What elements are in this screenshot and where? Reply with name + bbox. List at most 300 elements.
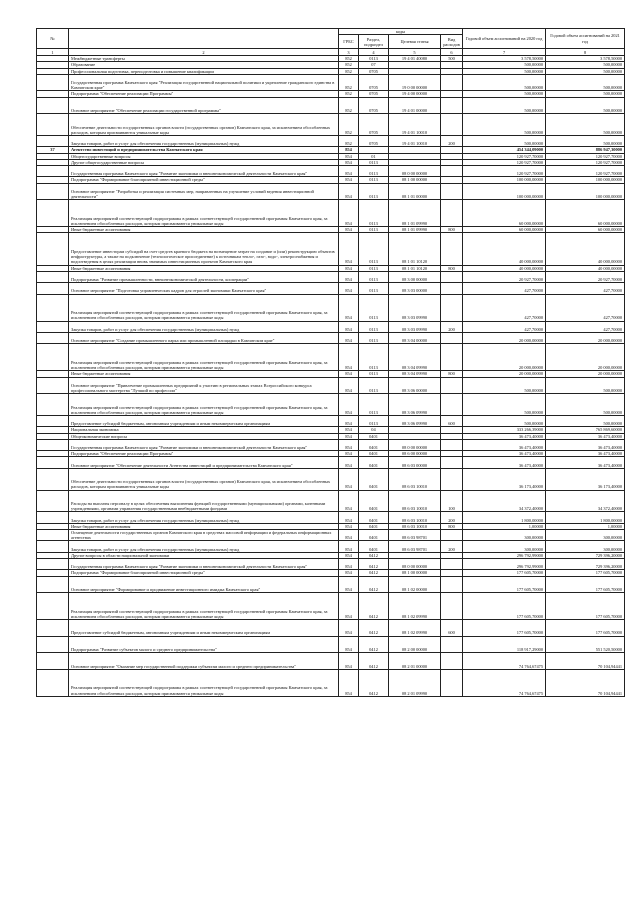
row-amount-year2: 40 000,00000 <box>546 233 625 265</box>
row-name: Основное мероприятие "Оказание мер государственной поддержки субъектам малого и среднего предпринимательства" <box>69 653 339 670</box>
row-name: Обеспечение деятельности государственных органов власти (государственных органов) Камчатского края, за исключением обособленных расходов, которым присваиваются уникальные коды <box>69 114 339 136</box>
row-target: 08 6 03 10010 <box>389 468 441 490</box>
table-row <box>37 321 625 332</box>
row-expense-type <box>441 394 463 416</box>
index-cell: 8 <box>546 49 625 56</box>
table-row <box>37 468 625 490</box>
row-amount-year2: 500,00000 <box>546 114 625 136</box>
row-expense-type <box>441 283 463 294</box>
row-amount-year2: 36 473,40000 <box>546 439 625 450</box>
row-target: 08 0 00 00000 <box>389 166 441 177</box>
index-cell: 6 <box>441 49 463 56</box>
row-number <box>37 97 69 114</box>
header-vr: Вид расходов <box>441 35 463 49</box>
row-grbs: 854 <box>339 265 359 271</box>
row-grbs: 854 <box>339 529 359 540</box>
row-rz: 0113 <box>359 56 389 62</box>
row-target: 08 6 03 10010 <box>389 490 441 512</box>
row-expense-type <box>441 166 463 177</box>
row-number <box>37 620 69 637</box>
row-amount-year2: 177 605,70000 <box>546 570 625 576</box>
table-row <box>37 294 625 321</box>
row-expense-type <box>441 294 463 321</box>
row-amount-year2: 60 000,00000 <box>546 200 625 227</box>
row-target: 08 3 03 00000 <box>389 283 441 294</box>
row-name: Реализация мероприятий соответствующей подпрограммы в рамках соответствующей государственной программы Камчатского края, за исключением обособленных расходов, которым присваиваются уникальные коды <box>69 394 339 416</box>
row-target: 08 6 03 00000 <box>389 457 441 468</box>
row-rz: 0401 <box>359 457 389 468</box>
row-amount-year2: 729 396,20000 <box>546 558 625 569</box>
row-name: Государственная программа Камчатского края "Развитие экономики и внешнеэкономической деятельности Камчатского края" <box>69 558 339 569</box>
row-rz: 0412 <box>359 593 389 620</box>
row-expense-type <box>441 468 463 490</box>
row-grbs: 854 <box>339 233 359 265</box>
row-amount-year2: 1 800,00000 <box>546 512 625 523</box>
row-amount-year1: 40 000,00000 <box>463 233 546 265</box>
header-rz: Раздел, подраздел <box>359 35 389 49</box>
row-grbs: 854 <box>339 321 359 332</box>
row-amount-year1: 36 473,40000 <box>463 433 546 439</box>
table-row <box>37 457 625 468</box>
table-row <box>37 166 625 177</box>
row-grbs: 854 <box>339 490 359 512</box>
row-amount-year1: 74 764,67475 <box>463 653 546 670</box>
row-rz: 0412 <box>359 620 389 637</box>
row-name: Предоставление субсидий бюджетным, автономным учреждениям и иным некоммерческим организациям <box>69 415 339 426</box>
row-grbs: 854 <box>339 283 359 294</box>
row-expense-type <box>441 669 463 696</box>
row-target: 19 4 01 40080 <box>389 56 441 62</box>
row-grbs: 852 <box>339 68 359 74</box>
row-target: 08 3 00 00000 <box>389 271 441 282</box>
row-amount-year1: 427,70000 <box>463 321 546 332</box>
row-amount-year2: 500,00000 <box>546 377 625 394</box>
row-grbs: 852 <box>339 97 359 114</box>
row-grbs: 854 <box>339 541 359 552</box>
row-amount-year2: 500,00000 <box>546 74 625 91</box>
row-number <box>37 593 69 620</box>
row-grbs: 854 <box>339 332 359 343</box>
row-amount-year1: 1,00000 <box>463 523 546 529</box>
row-amount-year1: 177 605,70000 <box>463 570 546 576</box>
header-year2: Годовой объем ассигнований на 2021 год <box>546 29 625 49</box>
row-amount-year1: 177 605,70000 <box>463 593 546 620</box>
row-target: 08 6 03 98701 <box>389 529 441 540</box>
row-expense-type <box>441 377 463 394</box>
row-amount-year2: 886 947,30000 <box>546 147 625 153</box>
row-name: Иные бюджетные ассигнования <box>69 227 339 233</box>
row-rz: 0412 <box>359 653 389 670</box>
row-number <box>37 490 69 512</box>
row-amount-year2: 40 000,00000 <box>546 265 625 271</box>
row-number <box>37 529 69 540</box>
table-row <box>37 669 625 696</box>
header-codes: коды <box>339 29 463 35</box>
row-expense-type <box>441 576 463 593</box>
row-expense-type <box>441 200 463 227</box>
table-row <box>37 136 625 147</box>
row-amount-year2: 177 605,70000 <box>546 620 625 637</box>
row-rz: 0113 <box>359 265 389 271</box>
row-amount-year2: 60 000,00000 <box>546 227 625 233</box>
table-row <box>37 377 625 394</box>
row-amount-year1: 40 000,00000 <box>463 265 546 271</box>
row-amount-year1: 300,00000 <box>463 541 546 552</box>
row-amount-year2: 20 000,00000 <box>546 332 625 343</box>
row-target: 08 3 06 09990 <box>389 415 441 426</box>
row-amount-year1: 177 605,70000 <box>463 620 546 637</box>
row-amount-year2: 20 000,00000 <box>546 344 625 371</box>
row-amount-year1: 3 578,50000 <box>463 56 546 62</box>
header-cs: Целевая статья <box>389 35 441 49</box>
row-target: 19 4 01 00000 <box>389 97 441 114</box>
row-grbs: 854 <box>339 653 359 670</box>
row-amount-year2: 70 104,94441 <box>546 669 625 696</box>
row-grbs: 854 <box>339 271 359 282</box>
row-target: 08 0 00 00000 <box>389 439 441 450</box>
row-amount-year2: 300,00000 <box>546 541 625 552</box>
row-amount-year1: 500,00000 <box>463 114 546 136</box>
table-body <box>37 56 625 697</box>
row-expense-type: 200 <box>441 541 463 552</box>
row-amount-year2: 500,00000 <box>546 68 625 74</box>
index-cell: 3 <box>339 49 359 56</box>
row-rz: 0113 <box>359 415 389 426</box>
row-name: Закупка товаров, работ и услуг для обеспечения государственных (муниципальных) нужд <box>69 541 339 552</box>
table-row <box>37 653 625 670</box>
row-target: 08 1 02 09990 <box>389 593 441 620</box>
row-amount-year2: 551 520,50000 <box>546 636 625 653</box>
row-expense-type <box>441 344 463 371</box>
row-amount-year1: 74 764,67475 <box>463 669 546 696</box>
row-grbs: 852 <box>339 114 359 136</box>
row-name: Подпрограмма "Развитие субъектов малого и среднего предпринимательства" <box>69 636 339 653</box>
row-rz: 0401 <box>359 439 389 450</box>
row-name: Общеэкономические вопросы <box>69 433 339 439</box>
row-number <box>37 283 69 294</box>
row-name: Подпрограмма "Обеспечение реализации Программы" <box>69 91 339 97</box>
row-expense-type: 100 <box>441 490 463 512</box>
row-name: Осмещение деятельности государственных органов Камчатского края в средствах массовой информации и федеральных информационных агентствах <box>69 529 339 540</box>
row-amount-year1: 500,00000 <box>463 74 546 91</box>
table-row <box>37 620 625 637</box>
row-grbs: 852 <box>339 136 359 147</box>
row-amount-year2: 120 927,70000 <box>546 159 625 165</box>
row-grbs: 854 <box>339 177 359 183</box>
table-row <box>37 332 625 343</box>
row-name: Закупка товаров, работ и услуг для обеспечения государственных (муниципальных) нужд <box>69 136 339 147</box>
row-grbs: 854 <box>339 344 359 371</box>
row-rz: 07 <box>359 62 389 68</box>
row-expense-type <box>441 183 463 200</box>
row-expense-type <box>441 529 463 540</box>
table-row <box>37 283 625 294</box>
row-target: 08 6 03 98701 <box>389 541 441 552</box>
row-grbs: 854 <box>339 512 359 523</box>
row-amount-year1: 177 605,70000 <box>463 576 546 593</box>
row-grbs: 854 <box>339 451 359 457</box>
row-rz: 0113 <box>359 227 389 233</box>
row-name: Основное мероприятие "Привлечение промышленных предприятий к участию в региональных этапах Всероссийского конкурса профессионального мастерства "Лучший по профессии" <box>69 377 339 394</box>
budget-table <box>36 28 625 697</box>
row-rz: 0113 <box>359 159 389 165</box>
row-amount-year1: 20 000,00000 <box>463 332 546 343</box>
row-rz: 0113 <box>359 271 389 282</box>
row-amount-year1: 120 927,70000 <box>463 153 546 159</box>
row-rz: 0113 <box>359 166 389 177</box>
row-grbs: 852 <box>339 62 359 68</box>
row-amount-year1: 20 927,70000 <box>463 271 546 282</box>
row-grbs: 854 <box>339 439 359 450</box>
row-amount-year1: 36 473,40000 <box>463 451 546 457</box>
row-number <box>37 200 69 227</box>
row-name: Национальная экономика <box>69 427 339 433</box>
row-rz: 0113 <box>359 283 389 294</box>
row-amount-year2: 120 927,70000 <box>546 166 625 177</box>
table-row <box>37 183 625 200</box>
row-name: Основное мероприятие "Обеспечение реализации государственной программы" <box>69 97 339 114</box>
row-rz: 0705 <box>359 97 389 114</box>
row-number <box>37 74 69 91</box>
row-expense-type: 200 <box>441 136 463 147</box>
row-rz: 0705 <box>359 68 389 74</box>
row-name: Реализация мероприятий соответствующей подпрограммы в рамках соответствующей государственной программы Камчатского края, за исключением обособленных расходов, которым присваиваются уникальные коды <box>69 669 339 696</box>
row-expense-type: 800 <box>441 371 463 377</box>
row-expense-type: 500 <box>441 56 463 62</box>
row-grbs: 854 <box>339 620 359 637</box>
row-number <box>37 512 69 523</box>
row-number: 37 <box>37 147 69 153</box>
row-target: 08 1 01 10120 <box>389 265 441 271</box>
row-name: Государственная программа Камчатского края "Реализация государственной национальной политики и укрепление гражданского единства в Камчатском крае" <box>69 74 339 91</box>
table-row <box>37 558 625 569</box>
row-name: Предоставление субсидий бюджетным, автономным учреждениям и иным некоммерческим организациям <box>69 620 339 637</box>
row-target: 08 3 03 09990 <box>389 321 441 332</box>
row-expense-type: 200 <box>441 512 463 523</box>
row-amount-year2: 500,00000 <box>546 97 625 114</box>
row-amount-year1: 500,00000 <box>463 97 546 114</box>
row-amount-year1: 500,00000 <box>463 377 546 394</box>
row-grbs: 852 <box>339 74 359 91</box>
row-grbs: 854 <box>339 669 359 696</box>
row-expense-type <box>441 233 463 265</box>
row-target: 08 0 00 00000 <box>389 558 441 569</box>
row-rz: 0113 <box>359 177 389 183</box>
row-number <box>37 321 69 332</box>
row-grbs: 854 <box>339 371 359 377</box>
row-number <box>37 183 69 200</box>
row-target: 08 1 00 00000 <box>389 177 441 183</box>
row-expense-type <box>441 74 463 91</box>
row-name: Реализация мероприятий соответствующей подпрограммы в рамках соответствующей государственной программы Камчатского края, за исключением обособленных расходов, которым присваиваются уникальные коды <box>69 200 339 227</box>
row-amount-year2: 36 173,40000 <box>546 468 625 490</box>
row-target: 08 2 01 09990 <box>389 669 441 696</box>
row-target: 08 3 06 00000 <box>389 377 441 394</box>
row-grbs: 854 <box>339 593 359 620</box>
header-num: № <box>37 29 69 49</box>
row-grbs: 854 <box>339 183 359 200</box>
table-row <box>37 271 625 282</box>
row-grbs: 854 <box>339 159 359 165</box>
row-name: Подпрограмма "Формирование благоприятной инвестиционной среды" <box>69 570 339 576</box>
row-rz: 0412 <box>359 570 389 576</box>
row-expense-type: 800 <box>441 227 463 233</box>
row-rz: 0412 <box>359 558 389 569</box>
row-name: Закупка товаров, работ и услуг для обеспечения государственных (муниципальных) нужд <box>69 321 339 332</box>
row-grbs: 854 <box>339 377 359 394</box>
table-row <box>37 576 625 593</box>
table-row <box>37 490 625 512</box>
header-grbs: ГРБС <box>339 35 359 49</box>
row-name: Иные бюджетные ассигнования <box>69 265 339 271</box>
table-row <box>37 529 625 540</box>
row-expense-type <box>441 558 463 569</box>
budget-sheet <box>36 28 624 697</box>
row-number <box>37 653 69 670</box>
table-row <box>37 512 625 523</box>
row-expense-type: 200 <box>441 321 463 332</box>
row-amount-year1: 34 372,40000 <box>463 490 546 512</box>
row-name: Другие вопросы в области национальной экономики <box>69 552 339 558</box>
row-target: 08 1 01 09990 <box>389 227 441 233</box>
table-row <box>37 439 625 450</box>
row-number <box>37 136 69 147</box>
row-amount-year1: 500,00000 <box>463 91 546 97</box>
row-amount-year1: 500,00000 <box>463 394 546 416</box>
row-number <box>37 394 69 416</box>
row-amount-year1: 36 473,40000 <box>463 439 546 450</box>
row-rz: 0401 <box>359 433 389 439</box>
row-grbs: 854 <box>339 468 359 490</box>
row-expense-type: 800 <box>441 523 463 529</box>
table-row <box>37 200 625 227</box>
row-number <box>37 457 69 468</box>
row-amount-year2: 3 578,50000 <box>546 56 625 62</box>
row-amount-year2: 177 605,70000 <box>546 593 625 620</box>
table-row <box>37 97 625 114</box>
row-target: 08 3 04 00000 <box>389 332 441 343</box>
row-amount-year1: 118 917,29000 <box>463 636 546 653</box>
row-grbs: 854 <box>339 457 359 468</box>
row-name: Реализация мероприятий соответствующей подпрограммы в рамках соответствующей государственной программы Камчатского края, за исключением обособленных расходов, которым присваиваются уникальные коды <box>69 344 339 371</box>
header-name <box>69 29 339 49</box>
header-year1: Годовой объем ассигнований на 2020 год <box>463 29 546 49</box>
row-rz: 0412 <box>359 576 389 593</box>
row-amount-year2: 120 927,70000 <box>546 153 625 159</box>
row-number <box>37 541 69 552</box>
index-cell: 2 <box>69 49 339 56</box>
row-rz: 0113 <box>359 183 389 200</box>
header-index-row <box>37 49 625 56</box>
row-expense-type <box>441 439 463 450</box>
row-amount-year2: 500,00000 <box>546 136 625 147</box>
row-number <box>37 344 69 371</box>
row-name: Основное мероприятие "Формирование и продвижение инвестиционного имиджа Камчатского края" <box>69 576 339 593</box>
row-grbs: 854 <box>339 294 359 321</box>
row-expense-type: 600 <box>441 415 463 426</box>
row-amount-year1: 500,00000 <box>463 415 546 426</box>
row-amount-year1: 427,70000 <box>463 294 546 321</box>
row-target: 19 0 00 00000 <box>389 74 441 91</box>
row-rz: 0113 <box>359 394 389 416</box>
row-rz: 0401 <box>359 541 389 552</box>
row-rz: 0113 <box>359 344 389 371</box>
row-amount-year2: 20 927,70000 <box>546 271 625 282</box>
row-rz: 0705 <box>359 74 389 91</box>
row-rz: 0705 <box>359 114 389 136</box>
row-target: 08 6 03 10010 <box>389 523 441 529</box>
row-grbs: 854 <box>339 523 359 529</box>
row-rz: 04 <box>359 427 389 433</box>
row-name: Основное мероприятие "Создание промышленного парка или промышленной площадки в Камчатском крае" <box>69 332 339 343</box>
row-grbs: 854 <box>339 552 359 558</box>
row-grbs: 854 <box>339 636 359 653</box>
row-target: 08 2 00 00000 <box>389 636 441 653</box>
row-amount-year2: 36 473,40000 <box>546 433 625 439</box>
row-number <box>37 233 69 265</box>
row-target: 08 1 01 10120 <box>389 233 441 265</box>
row-target: 08 3 04 09990 <box>389 344 441 371</box>
row-name: Основное мероприятие "Разработка и реализация системных мер, направленных на улучшение условий ведения инвестиционной деятельности" <box>69 183 339 200</box>
row-amount-year2: 300,00000 <box>546 529 625 540</box>
row-expense-type <box>441 332 463 343</box>
row-amount-year2: 20 000,00000 <box>546 371 625 377</box>
row-amount-year1: 427,70000 <box>463 283 546 294</box>
row-name: Другие общегосударственные вопросы <box>69 159 339 165</box>
row-name: Иные бюджетные ассигнования <box>69 371 339 377</box>
row-grbs: 854 <box>339 570 359 576</box>
row-number <box>37 415 69 426</box>
row-amount-year1: 120 927,70000 <box>463 166 546 177</box>
row-amount-year1: 60 000,00000 <box>463 200 546 227</box>
row-rz: 0401 <box>359 529 389 540</box>
row-expense-type <box>441 114 463 136</box>
table-row <box>37 593 625 620</box>
row-amount-year1: 1 800,00000 <box>463 512 546 523</box>
table-row <box>37 541 625 552</box>
index-cell: 1 <box>37 49 69 56</box>
row-expense-type <box>441 593 463 620</box>
row-grbs: 852 <box>339 56 359 62</box>
row-amount-year1: 20 000,00000 <box>463 371 546 377</box>
index-cell: 7 <box>463 49 546 56</box>
row-amount-year2: 729 396,20000 <box>546 552 625 558</box>
row-rz: 0401 <box>359 468 389 490</box>
row-amount-year2: 100 000,00000 <box>546 177 625 183</box>
row-rz: 0401 <box>359 490 389 512</box>
index-cell: 5 <box>389 49 441 56</box>
row-target: 08 6 03 10010 <box>389 512 441 523</box>
row-target: 08 2 01 00000 <box>389 653 441 670</box>
row-target: 08 1 02 09990 <box>389 620 441 637</box>
row-expense-type <box>441 97 463 114</box>
row-grbs: 854 <box>339 200 359 227</box>
row-amount-year2: 500,00000 <box>546 415 625 426</box>
row-target: 19 4 01 10010 <box>389 114 441 136</box>
row-rz: 0401 <box>359 523 389 529</box>
row-name: Общегосударственные вопросы <box>69 153 339 159</box>
row-amount-year1: 20 000,00000 <box>463 344 546 371</box>
row-name: Агентство инвестиций и предпринимательства Камчатского края <box>69 147 339 153</box>
table-row <box>37 74 625 91</box>
row-rz: 0113 <box>359 332 389 343</box>
row-grbs: 854 <box>339 147 359 153</box>
row-expense-type <box>441 271 463 282</box>
row-target: 08 6 00 00000 <box>389 451 441 457</box>
row-amount-year1: 36 173,40000 <box>463 468 546 490</box>
table-row <box>37 233 625 265</box>
row-name: Иные бюджетные ассигнования <box>69 523 339 529</box>
